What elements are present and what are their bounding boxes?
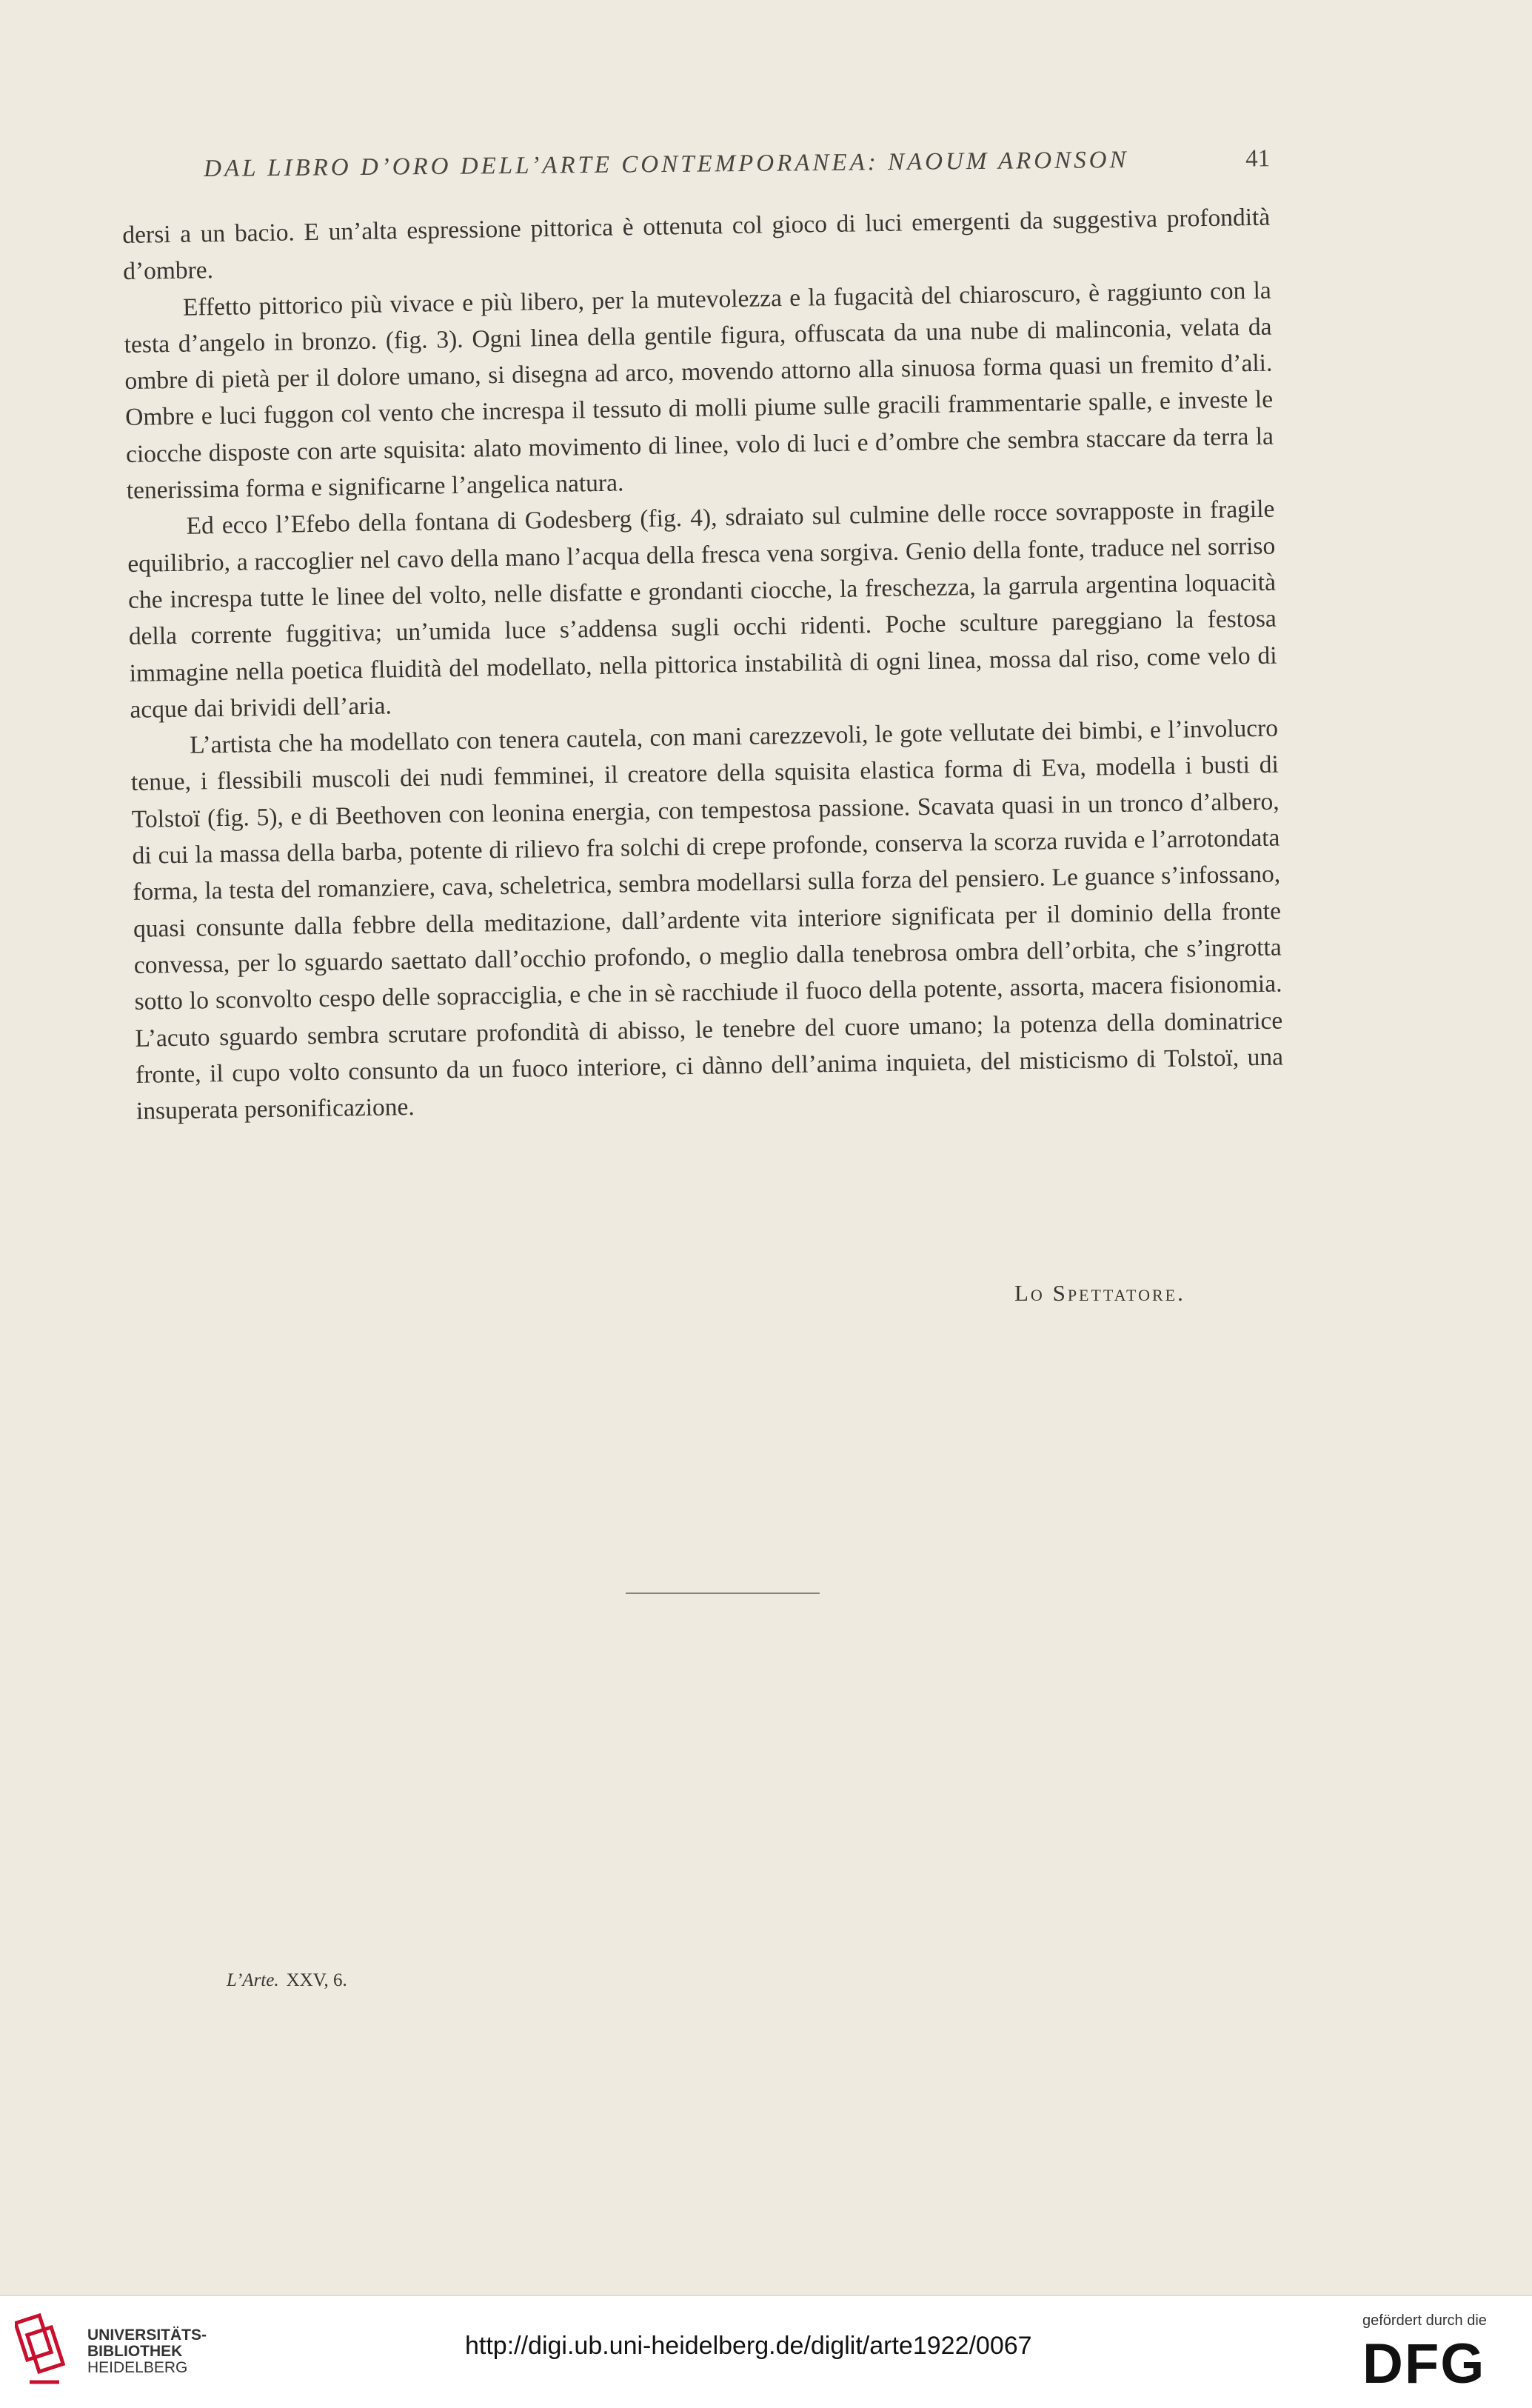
paragraph: Effetto pittorico più vivace e più libero, per la mutevolezza e la fugacità del chiaroscuro, è raggiunto con la testa d’angelo in bronzo. (fig. 3). Ogni linea della gentile figura, offuscata da una nube di malinconia, velata da ombre di pietà per il dolore umano, si disegna ad arco, movendo attorno alla sinuosa forma quasi un fremito d’ali. Ombre e luci fuggon col vento che increspa il tessuto di molli piume sulle gracili frammentarie spalle, e investe le ciocche disposte con arte squisita: alato movimento di linee, volo di luci e d’ombre che sembra staccare da terra la tenerissima forma e significarne l’angelica natura.: [124, 276, 1274, 505]
library-name: [87, 2327, 207, 2376]
funding-caption: gefördert durch die: [1362, 2312, 1487, 2329]
running-title: DAL LIBRO D’ORO DELL’ARTE CONTEMPORANEA: NAOUM ARONSON: [204, 147, 1129, 182]
running-head: [204, 145, 1271, 182]
author-signature: Lo Spettatore.: [1014, 1280, 1185, 1306]
permalink-url[interactable]: http://digi.ub.uni-heidelberg.de/diglit/arte1922/0067: [465, 2332, 1032, 2360]
page-number: 41: [1245, 145, 1271, 173]
digitization-footer: [0, 2295, 1532, 2408]
library-name-line: UNIVERSITÄTS-: [87, 2327, 207, 2344]
paragraph: L’artista che ha modellato con tenera cautela, con mani carezzevoli, le gote vellutate dei bimbi, e l’involucro tenue, i flessibili muscoli dei nudi femminei, il creatore della squisita elastica forma di Eva, modella i busti di Tolstoï (fig. 5), e di Beethoven con leonina energia, con tempestosa passione. Scavata quasi in un tronco d’albero, di cui la massa della barba, potente di rilievo fra solchi di crepe profonde, conserva la scorza ruvida e l’arrotondata forma, la testa del romanziere, cava, scheletrica, sembra modellarsi sulla forza del pensiero. Le guance s’infossano, quasi consunte dalla febbre della meditazione, dall’ardente vita interiore significata per il dominio della fronte convessa, per lo sguardo saettato dall’occhio profondo, o meglio dalla tenebrosa ombra dell’orbita, che s’ingrotta sotto lo sconvolto cespo delle sopracciglia, e che in sè racchiude il fuoco della potente, assorta, macera fisionomia. L’acuto sguardo sembra scrutare profondità di abisso, le tenebre del cuore umano; la potenza della dominatrice fronte, il cupo volto consunto da un fuoco interiore, ci dànno dell’anima inquieta, del misticismo di Tolstoï, una insuperata personificazione.: [130, 714, 1284, 1125]
library-name-line: HEIDELBERG: [87, 2359, 188, 2376]
dfg-logo[interactable]: DFG: [1362, 2332, 1486, 2395]
paragraph: Ed ecco l’Efebo della fontana di Godesberg (fig. 4), sdraiato sul culmine delle rocce sovrapposte in fragile equilibrio, a raccoglier nel cavo della mano l’acqua della fresca vena sorgiva. Genio della fonte, traduce nel sorriso che increspa tutte le linee del volto, nelle disfatte e grondanti ciocche, la freschezza, la garrula argentina loquacità della corrente fuggitiva; un’umida luce s’addensa sugli occhi ridenti. Poche sculture pareggiano la festosa immagine nella poetica fluidità del modellato, nella pittorica instabilità di ogni linea, mossa dal riso, come velo di acque dai brividi dell’aria.: [127, 495, 1277, 724]
journal-volume: XXV, 6.: [286, 1970, 347, 1990]
paragraph: dersi a un bacio. E un’alta espressione pittorica è ottenuta col gioco di luci emergenti da suggestiva profondità d’ombre.: [122, 203, 1271, 286]
journal-name: L’Arte.: [227, 1970, 279, 1990]
journal-footnote: [227, 1970, 347, 1991]
library-name-line: BIBLIOTHEK: [87, 2343, 183, 2360]
section-divider: [626, 1592, 820, 1594]
article-body: [122, 199, 1284, 1130]
library-logo-icon[interactable]: [15, 2308, 74, 2391]
